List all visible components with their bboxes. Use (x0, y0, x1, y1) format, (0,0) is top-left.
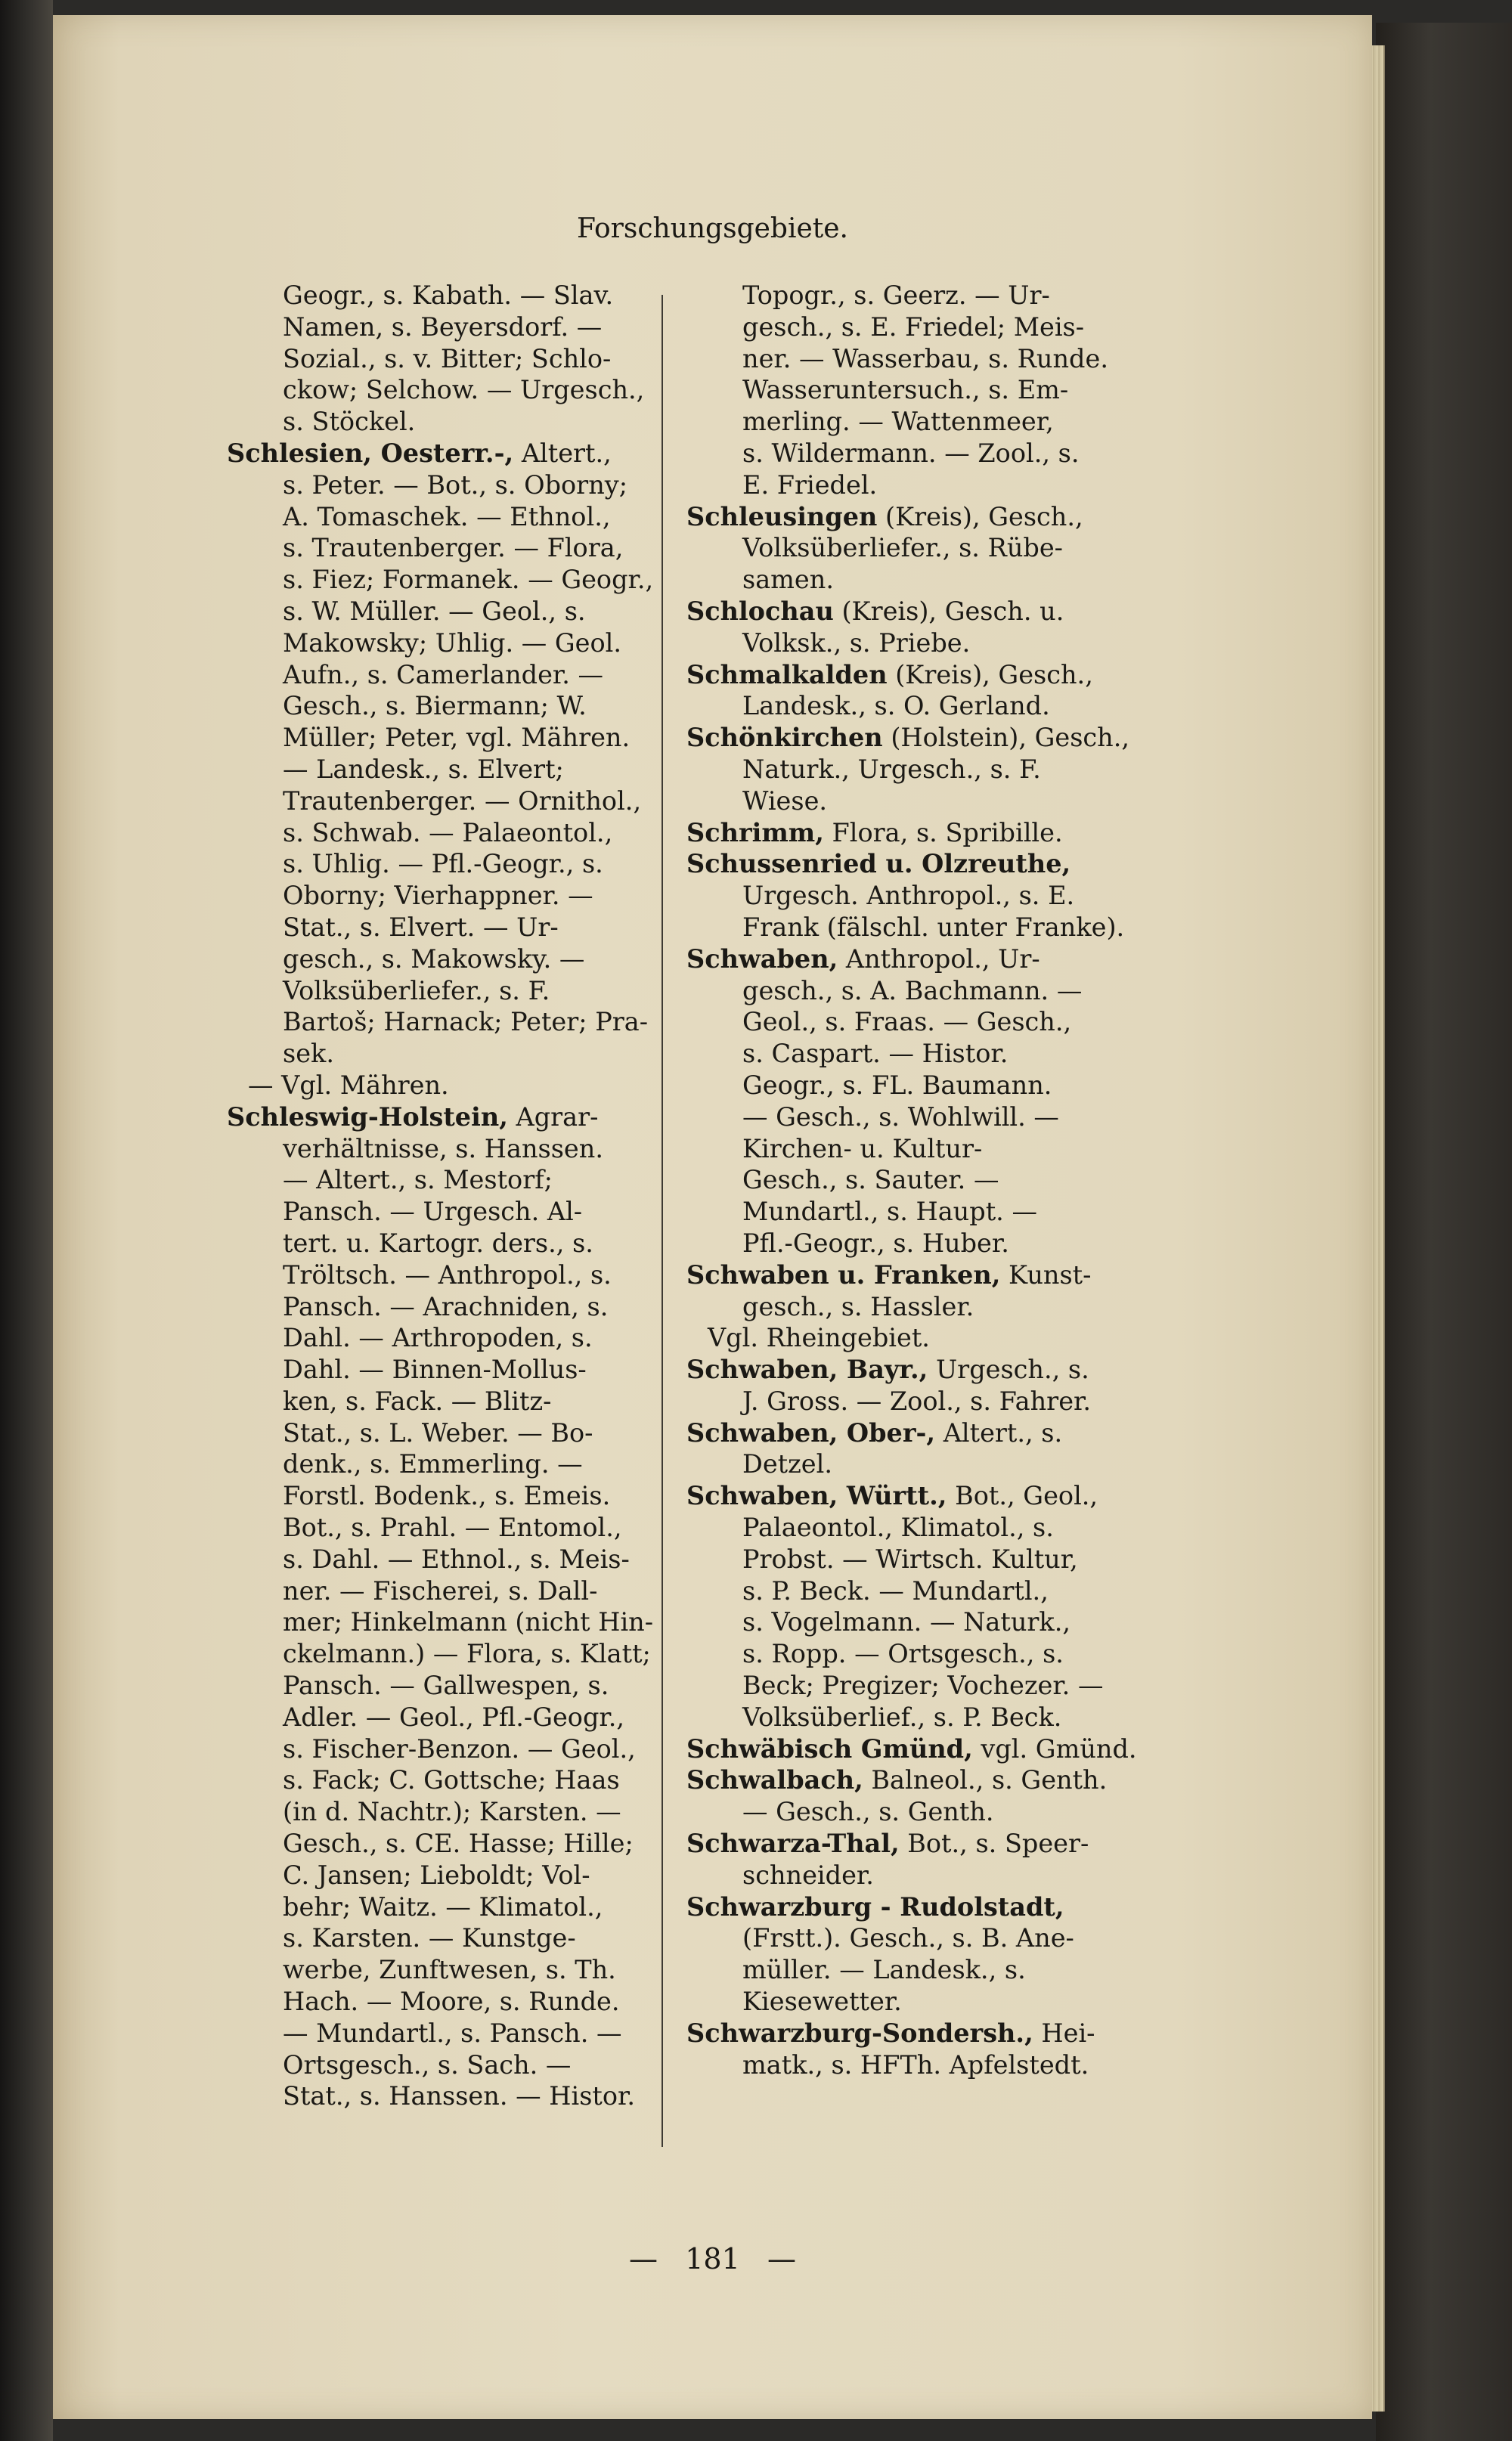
entry-text: ner. — Wasserbau, s. Runde. (742, 343, 1108, 373)
entry-keyword: Schwaben, Ober-, (686, 1417, 936, 1448)
entry-text: Gesch., s. CE. Hasse; Hille; (283, 1829, 634, 1859)
entry-text: Dahl. — Binnen-Mollus- (283, 1355, 587, 1385)
entry-text: Urgesch. Anthropol., s. E. (742, 881, 1075, 911)
entry-text: Gesch., s. Biermann; W. (283, 691, 587, 721)
index-entry-line (686, 1512, 1223, 1544)
entry-text: E. Friedel. (742, 469, 878, 500)
entry-text: Bot., Geol., (947, 1481, 1098, 1511)
entry-text: (Kreis), Gesch., (877, 501, 1083, 531)
entry-text: verhältnisse, s. Hanssen. (283, 1133, 603, 1163)
index-entry-line (227, 722, 711, 754)
entry-text: s. Fischer-Benzon. — Geol., (283, 1733, 636, 1764)
index-entry-head (686, 1828, 1223, 1860)
book-page (53, 15, 1372, 2419)
index-entry-line (227, 1922, 711, 1954)
index-entry-line (227, 754, 711, 785)
entry-text: Müller; Peter, vgl. Mähren. (283, 723, 631, 753)
index-entry-line (686, 1986, 1223, 2018)
entry-text: Makowsky; Uhlig. — Geol. (283, 627, 622, 658)
index-entry-line (227, 1733, 711, 1765)
entry-text: vgl. Gmünd. (972, 1733, 1137, 1764)
index-entry-line (686, 1070, 1223, 1101)
index-entry-line (227, 1164, 711, 1196)
entry-keyword: Schlochau (686, 596, 834, 626)
entry-text: Sozial., s. v. Bitter; Schlo- (283, 343, 612, 373)
entry-text: Wiese. (742, 785, 828, 816)
index-entry-line (227, 1512, 711, 1544)
entry-text: s. Caspart. — Histor. (742, 1039, 1009, 1069)
entry-text: C. Jansen; Lieboldt; Vol- (283, 1860, 590, 1890)
entry-text: s. Vogelmann. — Naturk., (742, 1607, 1071, 1637)
index-entry-line (227, 943, 711, 975)
index-entry-line (686, 1006, 1223, 1038)
entry-text: s. Fiez; Formanek. — Geogr., (283, 565, 654, 595)
page-footer (53, 2242, 1372, 2275)
index-entry-line (686, 1922, 1223, 1954)
entry-text: Dahl. — Arthropoden, s. (283, 1323, 593, 1353)
column-divider (662, 295, 663, 2147)
entry-text: Stat., s. L. Weber. — Bo- (283, 1417, 593, 1448)
entry-text: A. Tomaschek. — Ethnol., (283, 501, 611, 531)
index-entry-line (686, 785, 1223, 817)
entry-text: Kirchen- u. Kultur- (742, 1133, 983, 1163)
index-entry-head (686, 1259, 1223, 1291)
entry-text: gesch., s. E. Friedel; Meis- (742, 311, 1085, 342)
index-entry-line (686, 469, 1223, 501)
entry-text: Pansch. — Arachniden, s. (283, 1291, 609, 1321)
entry-text: Kunst- (1000, 1259, 1092, 1290)
index-entry-line (227, 374, 711, 406)
entry-text: s. Schwab. — Palaeontol., (283, 817, 613, 847)
index-entry-line (227, 912, 711, 943)
index-entry-line (686, 374, 1223, 406)
index-entry-line (686, 1796, 1223, 1828)
index-entry-line (686, 1196, 1223, 1228)
index-entry-line (227, 1259, 711, 1291)
index-entry-line (227, 343, 711, 375)
entry-text: Probst. — Wirtsch. Kultur, (742, 1544, 1078, 1574)
entry-keyword: Schlesien, Oesterr.-, (227, 438, 514, 468)
entry-text: s. Stöckel. (283, 407, 416, 437)
index-entry-head (686, 1417, 1223, 1449)
index-entry-line (686, 1638, 1223, 1670)
index-entry-head (686, 659, 1223, 691)
entry-text: s. Karsten. — Kunstge- (283, 1923, 576, 1953)
index-entry-line (686, 1606, 1223, 1638)
running-header: Forschungsgebiete. (576, 213, 849, 244)
entry-text: s. Wildermann. — Zool., s. (742, 438, 1080, 468)
index-entry-line (227, 1986, 711, 2018)
entry-text: gesch., s. A. Bachmann. — (742, 975, 1083, 1005)
entry-text: Mundartl., s. Haupt. — (742, 1197, 1037, 1227)
index-entry-line (227, 1702, 711, 1733)
entry-keyword: Schrimm, (686, 817, 824, 847)
entry-text: Hach. — Moore, s. Runde. (283, 1987, 620, 2017)
index-entry-line (227, 1006, 711, 1038)
entry-text: s. Uhlig. — Pfl.-Geogr., s. (283, 849, 603, 879)
entry-text: werbe, Zunftwesen, s. Th. (283, 1955, 616, 1985)
entry-text: Pansch. — Urgesch. Al- (283, 1197, 583, 1227)
index-entry-line (227, 2049, 711, 2081)
index-entry-line (686, 311, 1223, 343)
index-entry-line (686, 1228, 1223, 1259)
index-entry-line (227, 1764, 711, 1796)
entry-keyword: Schwaben u. Franken, (686, 1259, 1001, 1290)
index-entry-line (686, 975, 1223, 1007)
entry-keyword: Schussenried u. Olzreuthe, (686, 849, 1071, 879)
entry-text: J. Gross. — Zool., s. Fahrer. (742, 1386, 1092, 1416)
index-entry-head (686, 596, 1223, 627)
index-entry-line (227, 848, 711, 880)
index-entry-line (227, 564, 711, 596)
entry-keyword: Schwalbach, (686, 1765, 863, 1795)
index-entry-line (227, 1954, 711, 1986)
entry-text: s. P. Beck. — Mundartl., (742, 1575, 1049, 1606)
index-entry-line (686, 532, 1223, 564)
entry-text: Hei- (1033, 2018, 1095, 2048)
index-entry-line (227, 1638, 711, 1670)
entry-text: ken, s. Fack. — Blitz- (283, 1386, 552, 1416)
entry-text: s. Dahl. — Ethnol., s. Meis- (283, 1544, 630, 1574)
entry-keyword: Schleswig-Holstein, (227, 1101, 508, 1132)
index-entry-line (227, 1291, 711, 1323)
index-entry-line (686, 1954, 1223, 1986)
index-entry-line (227, 1448, 711, 1480)
entry-text: müller. — Landesk., s. (742, 1955, 1026, 1985)
index-entry-head (686, 1354, 1223, 1386)
index-entry-head (686, 501, 1223, 533)
index-entry-head (686, 848, 1223, 880)
index-entry-head (686, 1480, 1223, 1512)
index-entry-line (227, 2080, 711, 2112)
index-entry-line (686, 1544, 1223, 1575)
entry-text: Stat., s. Hanssen. — Histor. (283, 2081, 636, 2111)
entry-text: Bartoš; Harnack; Peter; Pra- (283, 1007, 649, 1037)
entry-text: Ortsgesch., s. Sach. — (283, 2049, 572, 2080)
entry-keyword: Schwaben, (686, 943, 838, 974)
index-entry-line (227, 1070, 711, 1101)
entry-text: (Kreis), Gesch., (887, 659, 1093, 689)
index-entry-head (686, 1891, 1223, 1923)
index-entry-line (227, 1670, 711, 1702)
entry-text: — Landesk., s. Elvert; (283, 754, 564, 784)
index-entry-line (227, 1828, 711, 1860)
entry-text: Volksüberliefer., s. Rübe- (742, 533, 1063, 563)
entry-text: Urgesch., s. (928, 1355, 1089, 1385)
entry-text: s. Ropp. — Ortsgesch., s. (742, 1639, 1064, 1669)
entry-text: tert. u. Kartogr. ders., s. (283, 1228, 593, 1258)
index-entry-line (686, 912, 1223, 943)
entry-text: s. W. Müller. — Geol., s. (283, 596, 586, 626)
entry-text: ckelmann.) — Flora, s. Klatt; (283, 1639, 651, 1669)
entry-text: Topogr., s. Geerz. — Ur- (742, 280, 1050, 310)
entry-text: ckow; Selchow. — Urgesch., (283, 375, 645, 405)
entry-text: Volksüberlief., s. P. Beck. (742, 1702, 1062, 1732)
entry-text: gesch., s. Hassler. (742, 1291, 974, 1321)
index-entry-line (227, 1417, 711, 1449)
entry-text: Stat., s. Elvert. — Ur- (283, 912, 559, 942)
entry-keyword: Schleusingen (686, 501, 878, 531)
index-entry-line (686, 1133, 1223, 1165)
entry-text: Volksk., s. Priebe. (742, 627, 971, 658)
left-column (227, 280, 711, 2112)
entry-text: (in d. Nachtr.); Karsten. — (283, 1797, 621, 1827)
entry-text: sek. (283, 1039, 334, 1069)
index-entry-line (227, 1575, 711, 1607)
index-entry-line (227, 975, 711, 1007)
index-entry-line (686, 406, 1223, 438)
entry-text: (Kreis), Gesch. u. (833, 596, 1064, 626)
footer-dash-right: — (767, 2242, 797, 2275)
entry-text: Trautenberger. — Ornithol., (283, 785, 642, 816)
entry-text: Bot., s. Speer- (899, 1829, 1089, 1859)
entry-text: gesch., s. Makowsky. — (283, 943, 585, 974)
entry-keyword: Schmalkalden (686, 659, 888, 689)
entry-keyword: Schwarzburg - Rudolstadt, (686, 1891, 1064, 1922)
index-entry-line (686, 438, 1223, 469)
index-entry-head (227, 1101, 711, 1133)
entry-text: (Holstein), Gesch., (882, 723, 1130, 753)
index-entry-line (227, 880, 711, 912)
index-entry-line (227, 501, 711, 533)
index-entry-line (686, 754, 1223, 785)
entry-text: s. Trautenberger. — Flora, (283, 533, 624, 563)
entry-text: — Altert., s. Mestorf; (283, 1165, 553, 1195)
index-entry-line (227, 406, 711, 438)
index-entry-head (686, 1764, 1223, 1796)
index-entry-line (686, 1038, 1223, 1070)
index-entry-head (686, 722, 1223, 754)
entry-text: Pfl.-Geogr., s. Huber. (742, 1228, 1009, 1258)
entry-text: Forstl. Bodenk., s. Emeis. (283, 1481, 611, 1511)
entry-text: Frank (fälschl. unter Franke). (742, 912, 1125, 942)
entry-text: Aufn., s. Camerlander. — (283, 659, 604, 689)
book-cover-edge (1376, 23, 1512, 2441)
index-entry-head (686, 2018, 1223, 2049)
entry-text: s. Peter. — Bot., s. Oborny; (283, 469, 627, 500)
entry-text: Vgl. Rheingebiet. (708, 1323, 930, 1353)
index-entry-line (686, 1448, 1223, 1480)
entry-text: — Vgl. Mähren. (248, 1070, 449, 1100)
index-entry-line (686, 1101, 1223, 1133)
entry-text: Adler. — Geol., Pfl.-Geogr., (283, 1702, 625, 1732)
entry-text: Namen, s. Beyersdorf. — (283, 311, 603, 342)
index-entry-line (227, 1354, 711, 1386)
entry-text: — Mundartl., s. Pansch. — (283, 2018, 622, 2048)
footer-dash-left: — (628, 2242, 658, 2275)
index-entry-line (227, 469, 711, 501)
index-entry-line (227, 1386, 711, 1417)
entry-text: — Gesch., s. Genth. (742, 1797, 994, 1827)
index-entry-line (227, 1891, 711, 1923)
entry-text: Detzel. (742, 1449, 832, 1479)
index-entry-line (686, 1291, 1223, 1323)
entry-text: Landesk., s. O. Gerland. (742, 691, 1050, 721)
entry-text: mer; Hinkelmann (nicht Hin- (283, 1607, 654, 1637)
index-entry-line (686, 690, 1223, 722)
entry-text: Geogr., s. FL. Baumann. (742, 1070, 1052, 1100)
right-column (686, 280, 1223, 2080)
index-entry-line (227, 659, 711, 691)
index-entry-line (227, 785, 711, 817)
index-entry-line (227, 280, 711, 311)
entry-text: Volksüberliefer., s. F. (283, 975, 550, 1005)
entry-text: Bot., s. Prahl. — Entomol., (283, 1513, 622, 1543)
entry-text: Tröltsch. — Anthropol., s. (283, 1259, 612, 1290)
index-entry-line (686, 280, 1223, 311)
index-entry-line (686, 1860, 1223, 1891)
entry-text: Pansch. — Gallwespen, s. (283, 1671, 609, 1701)
entry-text: Palaeontol., Klimatol., s. (742, 1513, 1054, 1543)
index-entry-line (686, 1575, 1223, 1607)
index-entry-line (686, 1164, 1223, 1196)
entry-text: denk., s. Emmerling. — (283, 1449, 583, 1479)
entry-keyword: Schönkirchen (686, 723, 883, 753)
index-entry-line (227, 2018, 711, 2049)
index-entry-line (227, 532, 711, 564)
index-entry-line (686, 2049, 1223, 2081)
index-entry-line (227, 1196, 711, 1228)
entry-text: Naturk., Urgesch., s. F. (742, 754, 1041, 784)
page-number: 181 (685, 2242, 740, 2275)
entry-text: — Gesch., s. Wohlwill. — (742, 1101, 1059, 1132)
index-entry-line (227, 1544, 711, 1575)
index-entry-line (227, 1038, 711, 1070)
index-entry-line (227, 596, 711, 627)
index-entry-line (227, 1228, 711, 1259)
index-entry-line (227, 1480, 711, 1512)
index-entry-line (227, 627, 711, 659)
entry-text: Geogr., s. Kabath. — Slav. (283, 280, 614, 310)
entry-text: (Frstt.). Gesch., s. B. Ane- (742, 1923, 1074, 1953)
index-entry-line (686, 1322, 1223, 1354)
entry-text: Beck; Pregizer; Vochezer. — (742, 1671, 1104, 1701)
entry-text: Balneol., s. Genth. (863, 1765, 1108, 1795)
index-entry-line (686, 1702, 1223, 1733)
entry-text: Altert., (513, 438, 612, 468)
index-entry-line (686, 1386, 1223, 1417)
index-entry-line (227, 1133, 711, 1165)
index-entry-line (227, 1322, 711, 1354)
index-entry-line (227, 311, 711, 343)
index-entry-head (227, 438, 711, 469)
entry-text: ner. — Fischerei, s. Dall- (283, 1575, 598, 1606)
entry-text: matk., s. HFTh. Apfelstedt. (742, 2049, 1089, 2080)
entry-text: samen. (742, 565, 834, 595)
index-entry-line (227, 690, 711, 722)
index-entry-head (686, 817, 1223, 849)
entry-text: behr; Waitz. — Klimatol., (283, 1891, 603, 1922)
entry-text: Geol., s. Fraas. — Gesch., (742, 1007, 1072, 1037)
index-entry-line (227, 1606, 711, 1638)
entry-text: Kiesewetter. (742, 1987, 902, 2017)
entry-text: Altert., s. (935, 1417, 1063, 1448)
entry-text: Anthropol., Ur- (838, 943, 1040, 974)
index-entry-line (686, 627, 1223, 659)
index-entry-line (686, 564, 1223, 596)
entry-keyword: Schwäbisch Gmünd, (686, 1733, 973, 1764)
index-entry-head (686, 943, 1223, 975)
index-entry-line (686, 1670, 1223, 1702)
entry-keyword: Schwarzburg-Sondersh., (686, 2018, 1033, 2048)
index-entry-line (227, 1860, 711, 1891)
index-entry-line (686, 880, 1223, 912)
book-spine (0, 0, 53, 2441)
entry-text: Flora, s. Spribille. (823, 817, 1063, 847)
entry-keyword: Schwarza-Thal, (686, 1829, 900, 1859)
entry-text: Agrar- (507, 1101, 599, 1132)
entry-text: schneider. (742, 1860, 874, 1890)
index-entry-line (686, 343, 1223, 375)
index-entry-line (227, 1796, 711, 1828)
entry-text: s. Fack; C. Gottsche; Haas (283, 1765, 620, 1795)
entry-text: Wasseruntersuch., s. Em- (742, 375, 1069, 405)
entry-text: Gesch., s. Sauter. — (742, 1165, 999, 1195)
index-entry-head (686, 1733, 1223, 1765)
entry-keyword: Schwaben, Bayr., (686, 1355, 928, 1385)
entry-text: merling. — Wattenmeer, (742, 407, 1054, 437)
entry-keyword: Schwaben, Württ., (686, 1481, 947, 1511)
index-entry-line (227, 817, 711, 849)
entry-text: Oborny; Vierhappner. — (283, 881, 593, 911)
